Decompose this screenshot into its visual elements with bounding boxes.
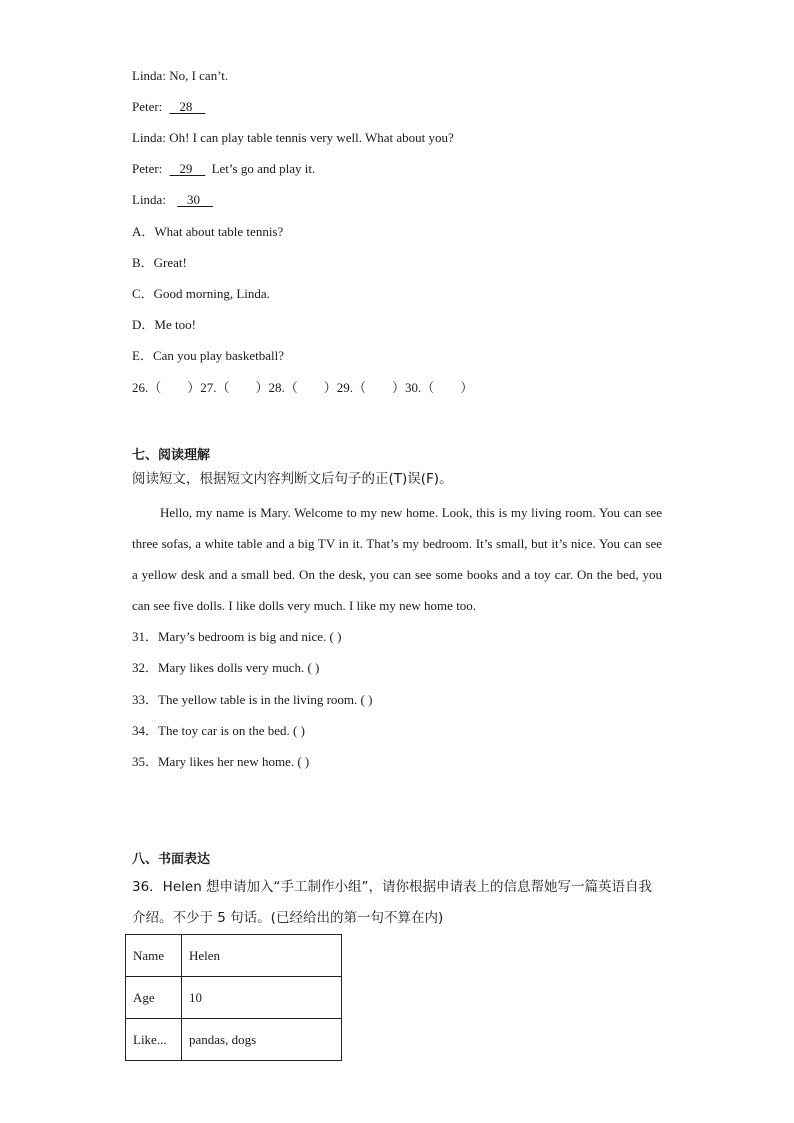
question-33: 33．The yellow table is in the living room. ( ) [132, 692, 373, 707]
question-32: 32．Mary likes dolls very much. ( ) [132, 660, 320, 675]
table-row [126, 977, 342, 1019]
table-key: Like... [126, 1019, 182, 1061]
option-c: C．Good morning, Linda. [132, 286, 270, 301]
dialogue-line-3 [132, 130, 454, 146]
section-7-title: 七、阅读理解 [132, 448, 211, 463]
table-row [126, 935, 342, 977]
writing-prompt-line-2: 介绍。不少于 5 句话。(已经给出的第一句不算在内) [132, 910, 444, 926]
writing-prompt-line-1: 36．Helen 想申请加入“手工制作小组”，请你根据申请表上的信息帮她写一篇英语自我 [132, 879, 653, 895]
dialogue-line-2 [132, 99, 205, 115]
speaker-label: Peter: [132, 99, 163, 114]
answer-blank-29: 29 [179, 161, 193, 176]
table-key: Age [126, 977, 182, 1019]
section-8-title: 八、书面表达 [132, 852, 211, 867]
question-31: 31．Mary’s bedroom is big and nice. ( ) [132, 629, 342, 644]
dialogue-text: Oh! I can play table tennis very well. What about you? [169, 130, 454, 145]
option-b: B．Great! [132, 255, 187, 270]
question-34: 34．The toy car is on the bed. ( ) [132, 723, 305, 738]
section-7-instruction: 阅读短文，根据短文内容判断文后句子的正(T)误(F)。 [132, 471, 453, 487]
table-value: 10 [182, 977, 342, 1019]
option-d: D．Me too! [132, 317, 196, 332]
application-form-table [125, 934, 342, 1061]
answer-blank-30: 30 [186, 192, 200, 207]
question-35: 35．Mary likes her new home. ( ) [132, 754, 310, 769]
table-value: pandas, dogs [182, 1019, 342, 1061]
dialogue-line-1 [132, 68, 228, 84]
option-e: E．Can you play basketball? [132, 348, 284, 363]
answer-row: 26.（ ）27.（ ）28.（ ）29.（ ）30.（ ） [132, 380, 474, 395]
speaker-label: Linda: [132, 68, 166, 83]
dialogue-line-4 [132, 161, 315, 177]
dialogue-text: Let’s go and play it. [211, 161, 316, 176]
dialogue-text: No, I can’t. [169, 68, 229, 83]
speaker-label: Linda: [132, 130, 166, 145]
table-row [126, 1019, 342, 1061]
speaker-label: Peter: [132, 161, 163, 176]
table-value: Helen [182, 935, 342, 977]
table-key: Name [126, 935, 182, 977]
reading-passage: Hello, my name is Mary. Welcome to my new home. Look, this is my living room. You can see three sofas, a white table and a big TV in it. That’s my bedroom. It’s small, but it’s nice. You can see a yellow desk and a small bed. On the desk, you can see some books and a toy car. On the bed, you can see five dolls. I like dolls very much. I like my new home too. [132, 505, 662, 613]
speaker-label: Linda: [132, 192, 166, 207]
dialogue-line-5 [132, 192, 213, 208]
answer-blank-28: 28 [179, 99, 193, 114]
option-a: A．What about table tennis? [132, 224, 284, 239]
